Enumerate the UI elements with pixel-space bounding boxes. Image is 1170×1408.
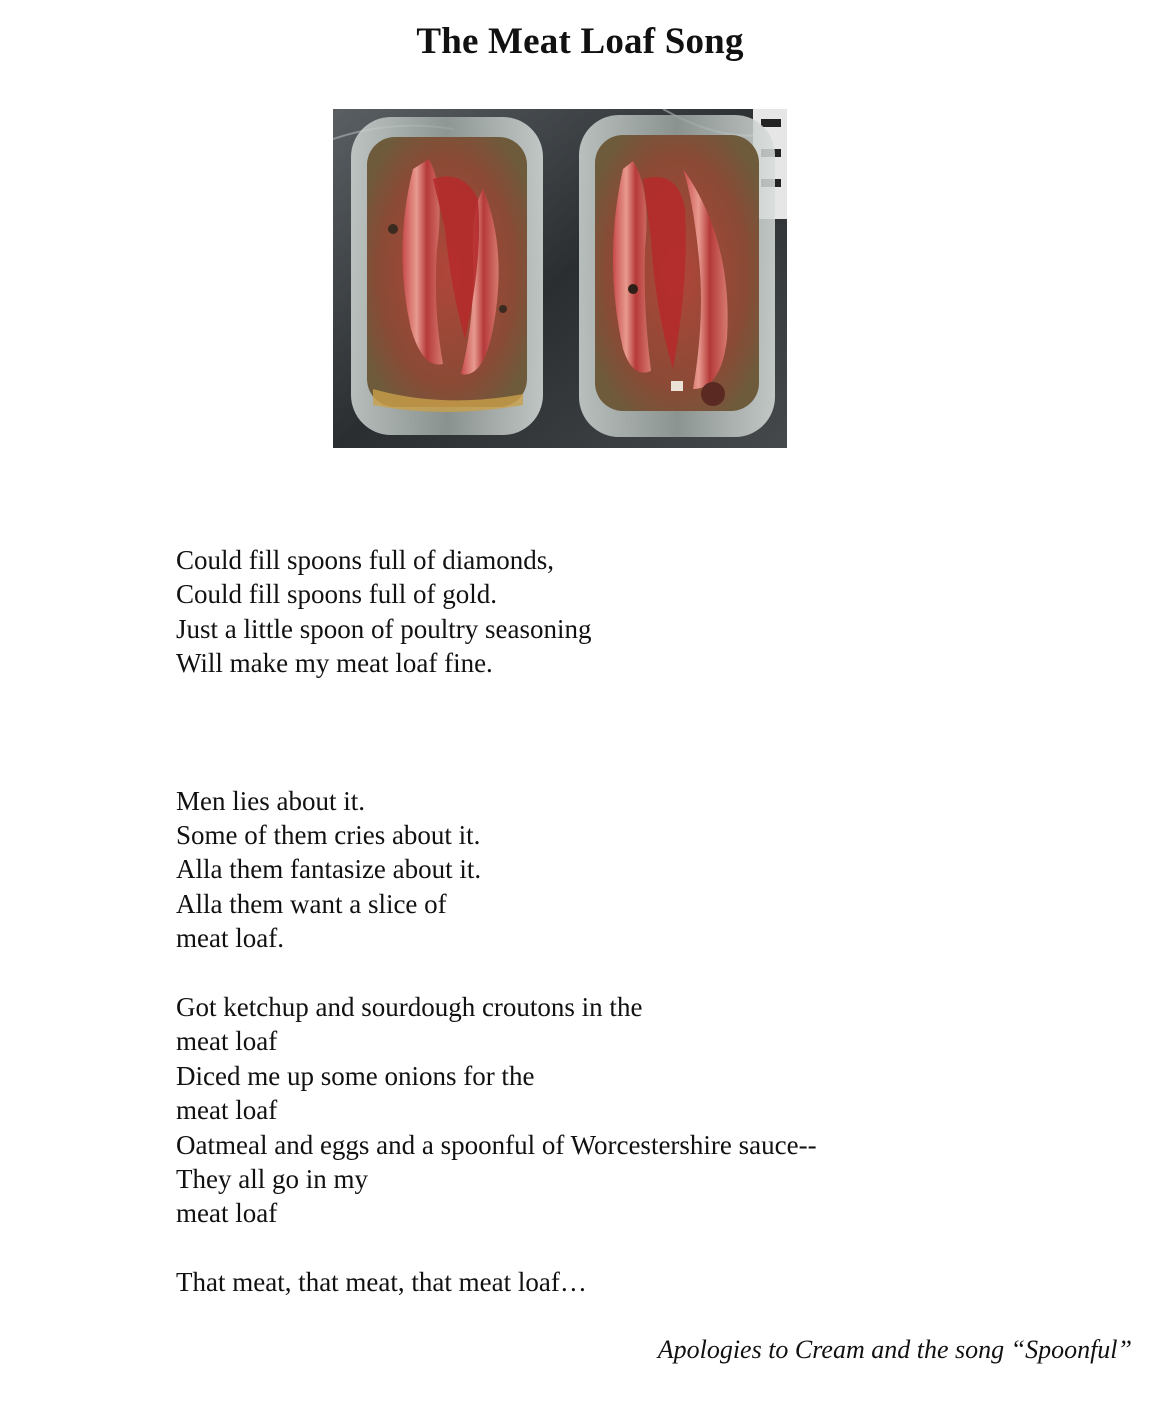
poem-line: Diced me up some onions for the [176,1060,535,1091]
footnote: Apologies to Cream and the song “Spoonful” [657,1335,1132,1364]
stanza-4 [176,1265,1076,1299]
poem-line: Alla them fantasize about it. [176,854,482,885]
meat-loaf-photo [333,109,787,448]
poem-line: They all go in my [176,1164,368,1195]
stanza-3 [176,990,1076,1231]
stanza-spacer [176,956,1076,990]
poem-line: Oatmeal and eggs and a spoonful of Worcestershire sauce-- [176,1129,817,1160]
stanza-1 [176,543,1076,681]
poem-line: Got ketchup and sourdough croutons in the [176,992,643,1023]
poem-line: Could fill spoons full of gold. [176,579,498,610]
stanza-spacer [176,1231,1076,1265]
poem [176,543,1076,1300]
poem-line: meat loaf. [176,923,284,954]
poem-line: meat loaf [176,1095,278,1126]
poem-line: meat loaf [176,1198,278,1229]
poem-line: That meat, that meat, that meat loaf… [176,1267,587,1298]
stanza-spacer [176,681,1076,784]
poem-line: meat loaf [176,1026,278,1057]
poem-line: Will make my meat loaf fine. [176,648,493,679]
poem-line: Some of them cries about it. [176,820,481,851]
stanza-2 [176,784,1076,956]
poem-line: Men lies about it. [176,785,365,816]
document-title: The Meat Loaf Song [416,21,744,62]
poem-line: Alla them want a slice of [176,888,447,919]
poem-line: Could fill spoons full of diamonds, [176,545,554,575]
poem-line: Just a little spoon of poultry seasoning [176,613,592,644]
